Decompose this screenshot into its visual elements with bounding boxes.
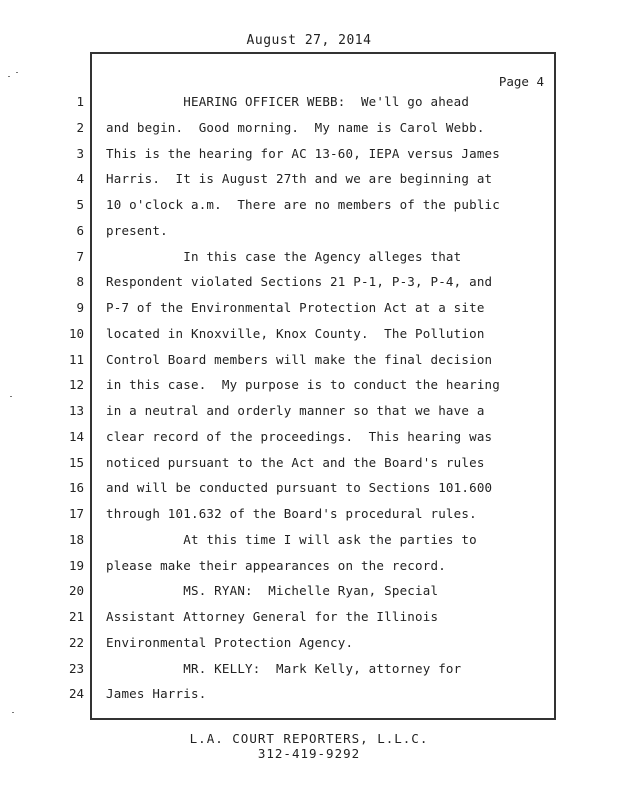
line-number: 1 — [76, 94, 84, 109]
line-number: 12 — [68, 377, 84, 392]
line-number: 22 — [68, 635, 84, 650]
line-number: 13 — [68, 403, 84, 418]
line-number: 15 — [68, 455, 84, 470]
transcript-line: At this time I will ask the parties to — [106, 532, 477, 547]
transcript-line: please make their appearances on the record. — [106, 558, 446, 573]
line-number: 2 — [76, 120, 84, 135]
transcript-line: MS. RYAN: Michelle Ryan, Special — [106, 583, 439, 598]
transcript-line: through 101.632 of the Board's procedural rules. — [106, 506, 477, 521]
transcript-line: Control Board members will make the final decision — [106, 352, 493, 367]
transcript-line: in a neutral and orderly manner so that we have a — [106, 403, 485, 418]
transcript-line: and begin. Good morning. My name is Carol Webb. — [106, 120, 485, 135]
footer-company: L.A. COURT REPORTERS, L.L.C. — [189, 731, 429, 746]
scan-speck — [8, 76, 10, 77]
transcript-line: clear record of the proceedings. This hearing was — [106, 429, 493, 444]
line-number: 21 — [68, 609, 84, 624]
transcript-line: located in Knoxville, Knox County. The Pollution — [106, 326, 485, 341]
scan-speck — [12, 712, 14, 713]
line-number: 10 — [68, 326, 84, 341]
page-header-date: August 27, 2014 — [246, 33, 372, 48]
line-number: 6 — [76, 223, 84, 238]
transcript-line: present. — [106, 223, 168, 238]
transcript-line: P-7 of the Environmental Protection Act at a site — [106, 300, 485, 315]
scan-speck — [10, 396, 12, 397]
line-number: 17 — [68, 506, 84, 521]
line-number: 5 — [76, 197, 84, 212]
transcript-line: This is the hearing for AC 13-60, IEPA versus James — [106, 146, 501, 161]
line-number: 3 — [76, 146, 84, 161]
line-number: 19 — [68, 558, 84, 573]
transcript-line: 10 o'clock a.m. There are no members of the public — [106, 197, 501, 212]
transcript-line: HEARING OFFICER WEBB: We'll go ahead — [106, 94, 470, 109]
scan-speck — [16, 72, 18, 73]
page-number: Page 4 — [498, 74, 544, 89]
line-number: 18 — [68, 532, 84, 547]
line-number: 24 — [68, 686, 84, 701]
line-number: 8 — [76, 274, 84, 289]
transcript-line: in this case. My purpose is to conduct the hearing — [106, 377, 501, 392]
line-number: 11 — [68, 352, 84, 367]
transcript-line: In this case the Agency alleges that — [106, 249, 462, 264]
transcript-line: and will be conducted pursuant to Sections 101.600 — [106, 480, 493, 495]
transcript-line: Environmental Protection Agency. — [106, 635, 354, 650]
transcript-line: noticed pursuant to the Act and the Board's rules — [106, 455, 485, 470]
line-number: 9 — [76, 300, 84, 315]
footer-phone: 312-419-9292 — [257, 746, 361, 761]
line-number: 4 — [76, 171, 84, 186]
line-number: 23 — [68, 661, 84, 676]
line-number: 20 — [68, 583, 84, 598]
transcript-line: Assistant Attorney General for the Illinois — [106, 609, 439, 624]
transcript-line: James Harris. — [106, 686, 207, 701]
line-number: 16 — [68, 480, 84, 495]
line-number: 14 — [68, 429, 84, 444]
line-number: 7 — [76, 249, 84, 264]
transcript-line: Harris. It is August 27th and we are beginning at — [106, 171, 493, 186]
transcript-line: Respondent violated Sections 21 P-1, P-3, P-4, and — [106, 274, 493, 289]
transcript-line: MR. KELLY: Mark Kelly, attorney for — [106, 661, 462, 676]
